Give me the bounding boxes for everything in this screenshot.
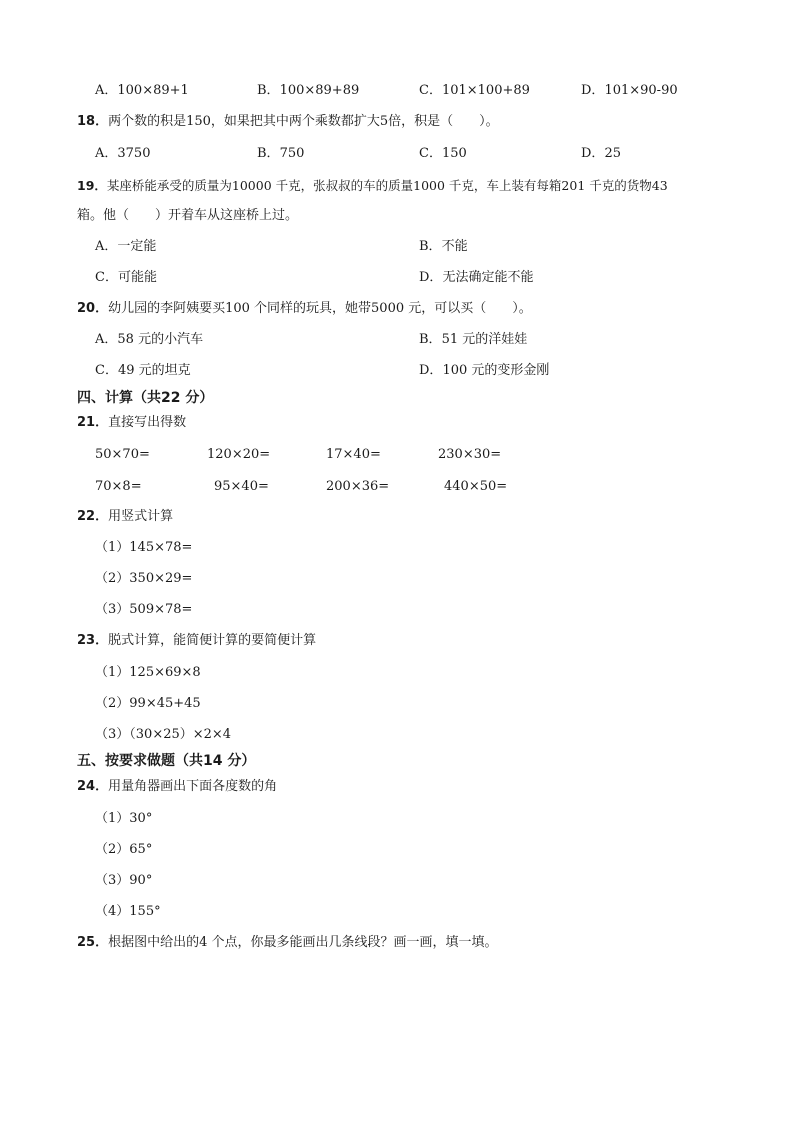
option-text: 100×89+1 bbox=[117, 83, 189, 98]
q18-option-b[interactable] bbox=[257, 145, 304, 163]
option-text: 一定能 bbox=[117, 239, 157, 254]
q21-item: 70×8= bbox=[95, 479, 142, 494]
q17-option-a[interactable] bbox=[95, 82, 189, 100]
question-text: 脱式计算，能简便计算的要简便计算 bbox=[108, 633, 317, 648]
q19-option-a[interactable] bbox=[95, 238, 156, 256]
option-text: 49 元的坦克 bbox=[117, 363, 191, 378]
option-text: 101×100+89 bbox=[441, 83, 530, 98]
q19-option-d[interactable] bbox=[419, 269, 533, 287]
option-letter: C． bbox=[95, 363, 118, 378]
option-letter: B． bbox=[257, 146, 280, 161]
q21-item: 120×20= bbox=[207, 447, 271, 462]
q19-stem-line1 bbox=[77, 177, 668, 195]
option-text: 100×89+89 bbox=[279, 83, 360, 98]
question-text: 用量角器画出下面各度数的角 bbox=[108, 779, 278, 794]
question-text: 箱。他（ ）开着车从这座桥上过。 bbox=[77, 208, 299, 223]
option-text: 3750 bbox=[117, 146, 151, 161]
q21-item: 50×70= bbox=[95, 447, 150, 462]
q22-stem bbox=[77, 508, 173, 526]
q19-option-b[interactable] bbox=[419, 238, 468, 256]
option-letter: D． bbox=[581, 146, 605, 161]
q18-option-a[interactable] bbox=[95, 145, 150, 163]
question-number: 21． bbox=[77, 415, 109, 430]
option-letter: D． bbox=[581, 83, 605, 98]
option-letter: A． bbox=[95, 332, 118, 347]
q21-stem bbox=[77, 414, 186, 432]
q24-item: （3）90° bbox=[95, 873, 153, 888]
q25-stem bbox=[77, 934, 498, 952]
q23-item: （2）99×45+45 bbox=[95, 696, 201, 711]
section-heading-tasks: 五、按要求做题（共14 分） bbox=[77, 753, 256, 769]
q20-option-c[interactable] bbox=[95, 362, 191, 380]
option-text: 100 元的变形金刚 bbox=[442, 363, 550, 378]
q24-item: （4）155° bbox=[95, 904, 161, 919]
option-letter: A． bbox=[95, 146, 118, 161]
q22-item: （1）145×78= bbox=[95, 540, 193, 555]
question-number: 19． bbox=[77, 178, 107, 193]
option-letter: D． bbox=[419, 363, 443, 378]
question-number: 18． bbox=[77, 114, 109, 129]
q21-item: 95×40= bbox=[214, 479, 269, 494]
option-text: 无法确定能不能 bbox=[442, 270, 534, 285]
q20-option-b[interactable] bbox=[419, 331, 527, 349]
question-text: 两个数的积是150，如果把其中两个乘数都扩大5倍，积是（ ）。 bbox=[108, 114, 499, 129]
q21-item: 440×50= bbox=[444, 479, 508, 494]
q24-item: （1）30° bbox=[95, 811, 153, 826]
option-letter: C． bbox=[95, 270, 118, 285]
q18-option-d[interactable] bbox=[581, 145, 621, 163]
q21-item: 17×40= bbox=[326, 447, 381, 462]
q24-item: （2）65° bbox=[95, 842, 153, 857]
option-text: 51 元的洋娃娃 bbox=[441, 332, 528, 347]
q21-item: 200×36= bbox=[326, 479, 390, 494]
question-text: 根据图中给出的4 个点，你最多能画出几条线段？画一画，填一填。 bbox=[108, 935, 498, 950]
option-text: 101×90-90 bbox=[604, 83, 678, 98]
option-letter: D． bbox=[419, 270, 443, 285]
option-text: 750 bbox=[279, 146, 305, 161]
option-letter: B． bbox=[419, 239, 442, 254]
option-letter: C． bbox=[419, 83, 442, 98]
q24-stem bbox=[77, 778, 277, 796]
q18-stem bbox=[77, 113, 499, 131]
q19-stem-line2 bbox=[77, 207, 298, 225]
question-number: 23． bbox=[77, 633, 109, 648]
q20-option-d[interactable] bbox=[419, 362, 549, 380]
q21-item: 230×30= bbox=[438, 447, 502, 462]
option-letter: A． bbox=[95, 83, 118, 98]
question-number: 20． bbox=[77, 301, 109, 316]
q23-item: （1）125×69×8 bbox=[95, 665, 201, 680]
question-text: 幼儿园的李阿姨要买100 个同样的玩具，她带5000 元，可以买（ ）。 bbox=[108, 301, 532, 316]
option-letter: C． bbox=[419, 146, 442, 161]
q17-option-b[interactable] bbox=[257, 82, 359, 100]
option-letter: B． bbox=[419, 332, 442, 347]
option-text: 可能能 bbox=[117, 270, 157, 285]
q20-option-a[interactable] bbox=[95, 331, 203, 349]
q20-stem bbox=[77, 300, 532, 318]
q23-stem bbox=[77, 632, 316, 650]
question-text: 用竖式计算 bbox=[108, 509, 174, 524]
question-number: 25． bbox=[77, 935, 109, 950]
q23-item: （3）（30×25）×2×4 bbox=[95, 727, 232, 742]
option-text: 25 bbox=[604, 146, 621, 161]
option-text: 150 bbox=[441, 146, 467, 161]
q22-item: （3）509×78= bbox=[95, 602, 193, 617]
option-letter: B． bbox=[257, 83, 280, 98]
q17-option-d[interactable] bbox=[581, 82, 678, 100]
question-number: 24． bbox=[77, 779, 109, 794]
q19-option-c[interactable] bbox=[95, 269, 157, 287]
question-text: 某座桥能承受的质量为10000 千克，张叔叔的车的质量1000 千克，车上装有每箱201 千克的货物43 bbox=[106, 178, 668, 193]
question-text: 直接写出得数 bbox=[108, 415, 187, 430]
q18-option-c[interactable] bbox=[419, 145, 467, 163]
option-letter: A． bbox=[95, 239, 118, 254]
question-number: 22． bbox=[77, 509, 109, 524]
option-text: 不能 bbox=[441, 239, 468, 254]
q17-option-c[interactable] bbox=[419, 82, 530, 100]
q22-item: （2）350×29= bbox=[95, 571, 193, 586]
section-heading-calculation: 四、计算（共22 分） bbox=[77, 390, 214, 406]
option-text: 58 元的小汽车 bbox=[117, 332, 204, 347]
